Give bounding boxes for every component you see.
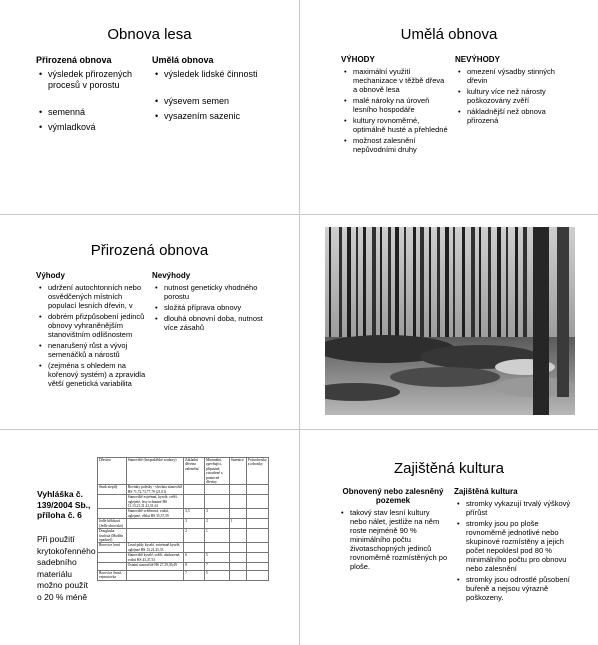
slide-vyhlaska: [0, 430, 299, 645]
disadvantages-column: [455, 55, 570, 127]
bullet-item: • vysazením sazenic: [164, 111, 282, 122]
bullet-item: • stromky jsou po ploše rovnoměrně jednotlivé nebo skupinové rozmístěny a jejich počet nepoklesl pod 80 % minimálního počtu pro obnovu nebo zalesnění: [466, 519, 572, 573]
bullet-list: [152, 69, 282, 122]
table-cell: 2: [205, 519, 230, 529]
table-cell: [126, 519, 183, 529]
table-cell: [98, 495, 127, 509]
bullet-item: • stromky jsou odrostlé působení buřeně a nejsou výrazně poškozeny.: [466, 575, 572, 602]
bullet-item: • stromky vykazují trvalý výškový přírůst: [466, 499, 572, 517]
column-heading: Umělá obnova: [152, 55, 214, 65]
table-cell: [98, 562, 127, 570]
bullet-item: • možnost zalesnění nepůvodními druhy: [353, 136, 449, 154]
bullet-item: • malé nároky na úroveň lesního hospodáře: [353, 96, 449, 114]
tree-trunk: [395, 227, 399, 352]
table-cell: [229, 509, 246, 519]
bullet-list: [338, 508, 448, 571]
disadvantages-column: [152, 271, 267, 334]
bullet-item: • semenná: [48, 107, 146, 118]
table-cell: Lesní půdy kyselé, extrémně kyselé, oglejené HS 13,21,25,33: [126, 543, 183, 553]
table-cell: Stanoviště extrémní, kyselé, svěží, oglejené, lesy ochranné HS 11,13,21,31,41,51,61: [126, 495, 183, 509]
table-row: [98, 553, 269, 563]
bullet-item: • výmladková: [48, 122, 146, 133]
bullet-list: [36, 69, 146, 133]
table-cell: 2: [184, 529, 205, 543]
column-heading: Obnovený nebo zalesněný pozemek: [342, 487, 444, 505]
table-cell: [246, 543, 268, 553]
bullet-item: • nenarušený růst a vývoj semenáčků a nárostů: [48, 341, 148, 359]
regulation-table-wrap: [97, 457, 269, 581]
regulation-table: [97, 457, 269, 581]
table-row: [98, 485, 269, 495]
table-cell: [229, 562, 246, 570]
table-cell: [184, 485, 205, 495]
advantages-column: [341, 55, 449, 156]
slide-title: Přirozená obnova: [90, 242, 209, 259]
table-cell: [246, 509, 268, 519]
table-cell: [184, 543, 205, 553]
table-header-row: [98, 458, 269, 485]
column-heading: Výhody: [36, 271, 65, 280]
table-cell: Smrk ztepilý: [98, 485, 127, 495]
table-row: [98, 570, 269, 580]
table-cell: 7: [205, 562, 230, 570]
column-heading: Nevýhody: [152, 271, 191, 280]
slide-obnova-lesa: [0, 0, 299, 214]
bullet-item: • takový stav lesní kultury nebo nálet, jestliže na něm roste nejméně 90 % minimálního počtu životaschopných jedinců rovnoměrně rozmístěných po ploše.: [350, 508, 448, 571]
table-cell: Ostatní stanoviště HS 27,29,39,49: [126, 562, 183, 570]
bullet-item: • výsledek přirozených procesů v porostu: [48, 69, 146, 91]
regulation-note: Při použití krytokořenného sadebního materiálu možno použít o 20 % méně: [37, 534, 96, 602]
bullet-list: [36, 283, 148, 388]
table-row: [98, 543, 269, 553]
table-cell: [126, 529, 183, 543]
bullet-list: [455, 67, 570, 125]
table-cell: Douglaska tisolistá (Modřín opadavý): [98, 529, 127, 543]
table-cell: [246, 553, 268, 563]
tree-trunk: [363, 227, 366, 352]
table-cell: 7: [184, 570, 205, 580]
advantages-column: [36, 271, 148, 390]
table-cell: [229, 553, 246, 563]
bullet-item: • složitá příprava obnovy: [164, 303, 267, 312]
slide-title: Zajištěná kultura: [393, 460, 505, 477]
table-cell: [229, 529, 246, 543]
bullet-list: [152, 283, 267, 332]
slide-umela-obnova: [300, 0, 598, 214]
bullet-item: • kultury více než nárosty poškozovány zvěří: [467, 87, 570, 105]
table-cell: [126, 570, 183, 580]
column-heading: Přirozená obnova: [36, 55, 112, 65]
table-cell: [98, 553, 127, 563]
left-column: [36, 55, 146, 137]
table-header-cell: Sazenice: [229, 458, 246, 485]
table-cell: Stanoviště svěžinová, vodní, oglejené, vlhká HS 35,37,39: [126, 509, 183, 519]
table-cell: 3: [205, 509, 230, 519]
bullet-item: • výsevem semen: [164, 96, 282, 107]
slide-title: Umělá obnova: [400, 26, 498, 43]
slide-title: Obnova lesa: [107, 26, 192, 43]
table-row: [98, 519, 269, 529]
table-cell: [246, 495, 268, 509]
bullet-item: • výsledek lidské činnosti: [164, 69, 282, 80]
table-cell: 1: [229, 519, 246, 529]
bullet-item: • dlouhá obnovní doba, nutnost více zásahů: [164, 314, 267, 332]
table-cell: Rovinky polesky - všechna stanoviště HS 71,72,73,77,79 (21,01): [127, 485, 183, 494]
table-cell: [205, 485, 230, 495]
column-heading: NEVÝHODY: [455, 55, 500, 64]
table-header-cell: Minimální, zpevňující, přípustné, vtroušené a pomocné dřeviny: [205, 458, 230, 485]
table-cell: 5: [205, 570, 230, 580]
table-cell: [184, 495, 205, 509]
table-row: [98, 509, 269, 519]
bullet-item: • udržení autochtonních nebo osvědčených místních populací lesních dřevin, v: [48, 283, 148, 310]
bullet-item: • dobrém přizpůsobení jedinců obnovy vyhraněnějším stanovištním odlišnostem: [48, 312, 148, 339]
bullet-item: • nutnost geneticky vhodného porostu: [164, 283, 267, 301]
table-row: [98, 562, 269, 570]
table-cell: 1: [205, 529, 230, 543]
table-cell: [246, 485, 268, 495]
slide-zajistena-kultura: [300, 430, 598, 645]
table-cell: 3,5: [184, 509, 205, 519]
table-cell: 5: [205, 553, 230, 563]
table-cell: [246, 562, 268, 570]
bullet-list: [454, 499, 572, 602]
left-column: [338, 487, 448, 573]
table-header-cell: Stanoviště (hospodářské soubory): [126, 458, 183, 485]
tree-trunk: [497, 227, 501, 352]
bullet-item: • (zejména s ohledem na kořenový systém) a zpravidla větší genetická variabilita: [48, 361, 148, 388]
bullet-item: • maximální využití mechanizace v těžbě dřeva a obnově lesa: [353, 67, 449, 94]
table-cell: [246, 529, 268, 543]
table-cell: [229, 543, 246, 553]
table-cell: [229, 570, 246, 580]
table-cell: Stanoviště kyselé, svěží, obohacené, vodní HS 43,47,53: [126, 553, 183, 563]
table-cell: [205, 495, 230, 509]
table-cell: Borovice černá, vejmutovka: [98, 570, 127, 580]
table-cell: [229, 485, 246, 495]
bullet-list: [341, 67, 449, 154]
slide-prirozena-obnova: [0, 215, 299, 429]
table-cell: [98, 509, 127, 519]
bullet-item: • nákladnější než obnova přirozená: [467, 107, 570, 125]
table-cell: [246, 519, 268, 529]
table-header-cell: Základní dřevina zalesnění: [184, 458, 205, 485]
table-row: [98, 529, 269, 543]
tree-trunk: [429, 227, 431, 352]
bullet-item: • kultury rovnoměrné, optimálně husté a přehledné: [353, 116, 449, 134]
table-cell: Jedle bělokorá (Jedle obrovská): [98, 519, 127, 529]
bullet-item: • omezení výsadby stinných dřevin: [467, 67, 570, 85]
table-header-cell: Poloodrostky a odrostky: [246, 458, 268, 485]
table-header-cell: Dřevina: [98, 458, 127, 485]
table-cell: 3: [184, 519, 205, 529]
tree-trunk: [329, 227, 331, 352]
right-column: [454, 487, 572, 604]
table-cell: [205, 543, 230, 553]
table-cell: 6: [184, 553, 205, 563]
table-cell: [246, 570, 268, 580]
table-cell: 8: [184, 562, 205, 570]
table-cell: Borovice lesní: [98, 543, 127, 553]
table-cell: [229, 495, 246, 509]
forest-photo: [325, 227, 575, 415]
column-heading: Zajištěná kultura: [454, 487, 518, 496]
table-row: [98, 495, 269, 509]
tree-trunk: [462, 227, 465, 352]
column-heading: VÝHODY: [341, 55, 375, 64]
right-column: [152, 55, 282, 126]
regulation-caption: Vyhláška č. 139/2004 Sb., příloha č. 6: [37, 489, 91, 520]
